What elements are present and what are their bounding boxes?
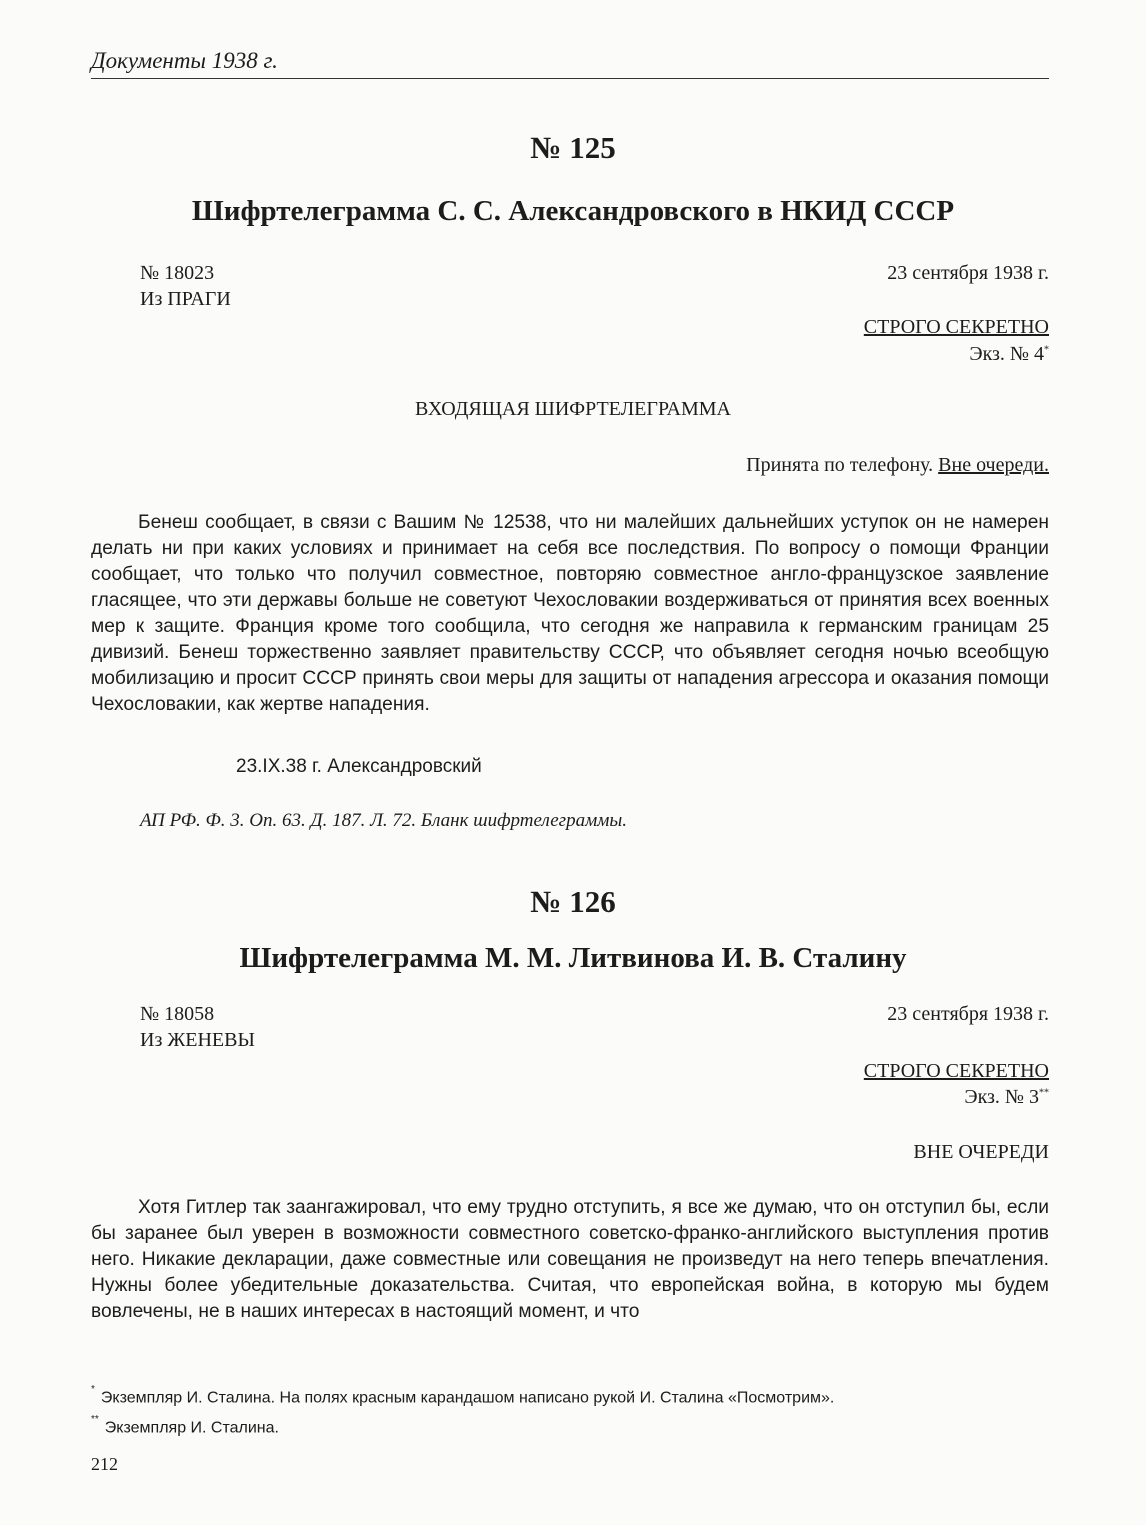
origin-126: Из ЖЕНЕВЫ <box>140 1029 255 1051</box>
delivery-125 <box>746 454 1049 477</box>
classification-126: СТРОГО СЕКРЕТНО <box>863 1060 1049 1082</box>
copy-mark-125: * <box>1044 344 1049 356</box>
doc-number-125: № 125 <box>530 130 616 165</box>
date-126: 23 сентября 1938 г. <box>887 1003 1049 1025</box>
date-125: 23 сентября 1938 г. <box>887 262 1049 284</box>
copy-mark-126: ** <box>1039 1087 1049 1099</box>
doc-title-126: Шифртелеграмма М. М. Литвинова И. В. Сталину <box>239 942 907 974</box>
header-rule <box>91 78 1049 79</box>
copy-text-126: Экз. № 3 <box>964 1086 1039 1108</box>
copy-text-125: Экз. № 4 <box>969 343 1044 365</box>
footnote-1-text: Экземпляр И. Сталина. На полях красным карандашом написано рукой И. Сталина «Посмотрим». <box>100 1389 835 1407</box>
classification-125: СТРОГО СЕКРЕТНО <box>863 316 1049 338</box>
doc-title-125: Шифртелеграмма С. С. Александровского в НКИД СССР <box>191 195 955 227</box>
doc-number-126: № 126 <box>530 884 616 919</box>
footnote-2 <box>91 1414 279 1437</box>
priority-126: ВНЕ ОЧЕРЕДИ <box>913 1141 1049 1163</box>
copy-125 <box>969 343 1049 366</box>
footnote-2-mark: ** <box>91 1414 99 1425</box>
reg-number-125: № 18023 <box>140 262 215 284</box>
page-number: 212 <box>91 1454 118 1474</box>
footnote-1-mark: * <box>91 1384 95 1395</box>
footnote-1 <box>91 1384 835 1407</box>
body-125 <box>91 510 1049 718</box>
source-125: АП РФ. Ф. 3. Оп. 63. Д. 187. Л. 72. Бланк шифртелеграммы. <box>140 810 627 831</box>
delivery-prefix-125: Принята по телефону. <box>746 454 934 476</box>
delivery-priority-125: Вне очереди. <box>938 454 1049 476</box>
reg-number-126: № 18058 <box>140 1003 215 1025</box>
body-126 <box>91 1195 1049 1325</box>
copy-126 <box>964 1086 1049 1109</box>
body-text-126: Хотя Гитлер так заангажировал, что ему трудно отступить, я все же думаю, что он отступил бы, если бы заранее был уверен в возможности совместного советско-франко-английского выступления против него. Никакие декларации, даже совместные или совещания не произведут на него теперь впечатления. Нужны более убедительные доказательства. Считая, что европейская война, в которую мы будем вовлечены, не в наших интересах в настоящий момент, и что <box>91 1197 1049 1322</box>
origin-125: Из ПРАГИ <box>140 288 231 310</box>
footnote-2-text: Экземпляр И. Сталина. <box>104 1419 279 1437</box>
running-header: Документы 1938 г. <box>91 48 278 73</box>
body-text-125: Бенеш сообщает, в связи с Вашим № 12538, что ни малейших дальнейших уступок он не намерен делать ни при каких условиях и принимает на себя все последствия. По вопросу о помощи Франции сообщает, что только что получил совместное, повторяю совместное англо-французское заявление гласящее, что эти державы больше не советуют Чехословакии воздерживаться от принятия всех военных мер к защите. Франция кроме того сообщила, что сегодня же направила к германским границам 25 дивизий. Бенеш торжественно заявляет правительству СССР, что объявляет сегодня ночью всеобщую мобилизацию и просит СССР принять свои меры для защиты от нападения агрессора и оказания помощи Чехословакии, как жертве нападения. <box>91 512 1049 715</box>
signature-125: 23.IX.38 г. Александровский <box>236 756 482 777</box>
doc-type-125: ВХОДЯЩАЯ ШИФРТЕЛЕГРАММА <box>415 398 731 420</box>
